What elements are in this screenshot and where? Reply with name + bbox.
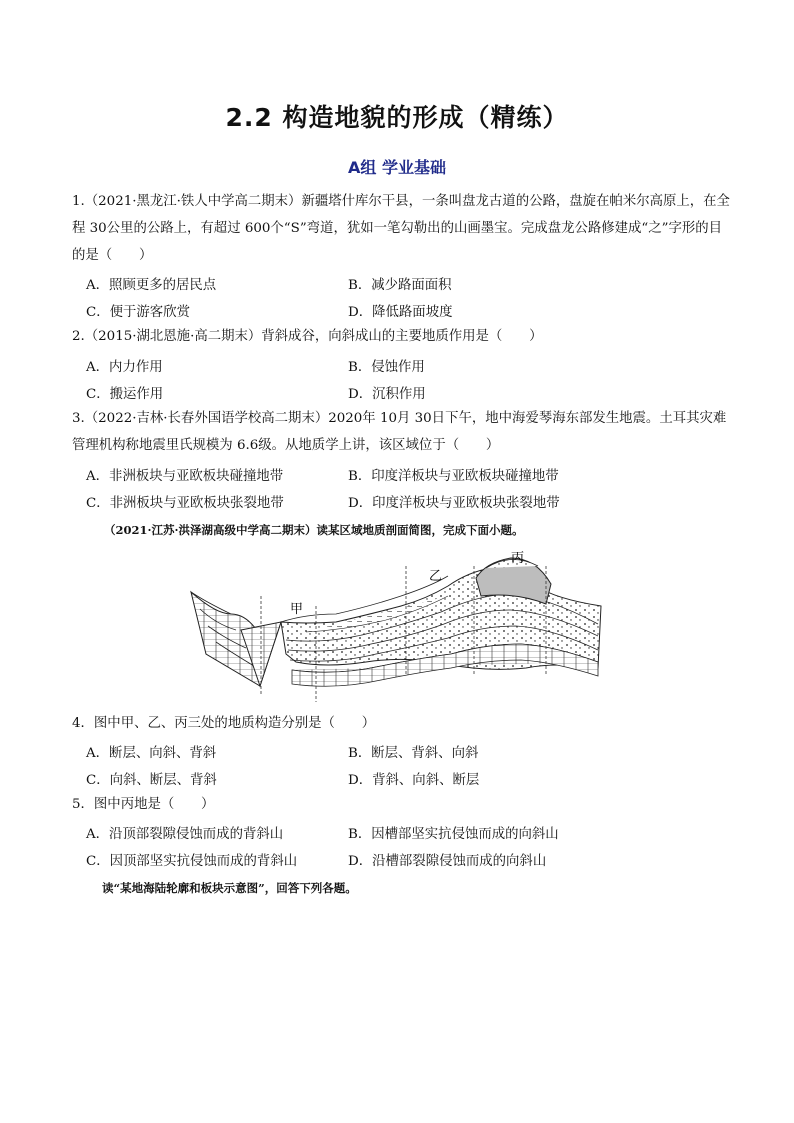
q3-option-d[interactable]: D．印度洋板块与亚欧板块张裂地带 bbox=[348, 496, 560, 511]
q3-option-a[interactable]: A．非洲板块与亚欧板块碰撞地带 bbox=[86, 469, 284, 484]
question-4-text: 4．图中甲、乙、丙三处的地质构造分别是（ ） bbox=[72, 716, 376, 731]
q2-option-c[interactable]: C．搬运作用 bbox=[86, 387, 164, 402]
q2-option-d[interactable]: D．沉积作用 bbox=[348, 387, 426, 402]
q1-option-a[interactable]: A．照顾更多的居民点 bbox=[86, 278, 217, 293]
q5-option-d[interactable]: D．沿槽部裂隙侵蚀而成的向斜山 bbox=[348, 854, 547, 869]
q3-option-c[interactable]: C．非洲板块与亚欧板块张裂地带 bbox=[86, 496, 284, 511]
question-3-text: 3.（2022·吉林·长春外国语学校高二期末）2020年 10月 30日下午，地中海爱琴海东部发生地震。土耳其灾难管理机构称地震里氏规模为 6.6级。从地质学上讲，该区域位于（ ） bbox=[72, 411, 727, 453]
label-yi: 乙 bbox=[429, 569, 443, 584]
q4-option-b[interactable]: B．断层、背斜、向斜 bbox=[348, 746, 479, 761]
q4-option-c[interactable]: C．向斜、断层、背斜 bbox=[86, 773, 217, 788]
q1-option-d[interactable]: D．降低路面坡度 bbox=[348, 305, 453, 320]
q3-option-b[interactable]: B．印度洋板块与亚欧板块碰撞地带 bbox=[348, 469, 559, 484]
label-jia: 甲 bbox=[290, 602, 304, 617]
section-heading: A组 学业基础 bbox=[348, 158, 446, 177]
left-fault-block bbox=[191, 592, 281, 686]
question-2-text: 2.（2015·湖北恩施·高二期末）背斜成谷，向斜成山的主要地质作用是（ ） bbox=[72, 329, 543, 344]
geologic-section-svg bbox=[186, 544, 616, 702]
q5-option-a[interactable]: A．沿顶部裂隙侵蚀而成的背斜山 bbox=[86, 827, 284, 842]
q4-option-d[interactable]: D．背斜、向斜、断层 bbox=[348, 773, 480, 788]
q4-option-a[interactable]: A．断层、向斜、背斜 bbox=[86, 746, 217, 761]
question-1-text: 1.（2021·黑龙江·铁人中学高二期末）新疆塔什库尔干县，一条叫盘龙古道的公路，盘旋在帕米尔高原上，在全程 30公里的公路上，有超过 600个“S”弯道，犹如一笔勾勒出的山画墨宝。完成盘龙公路修建成“之”字形的目的是（ ） bbox=[72, 194, 730, 263]
geologic-section-figure bbox=[186, 544, 616, 706]
label-bing: 丙 bbox=[511, 551, 525, 566]
q1-option-c[interactable]: C．便于游客欣赏 bbox=[86, 305, 190, 320]
question-5-text: 5．图中丙地是（ ） bbox=[72, 797, 215, 812]
q2-option-b[interactable]: B．侵蚀作用 bbox=[348, 360, 425, 375]
bottom-note: 读“某地海陆轮廓和板块示意图”，回答下列各题。 bbox=[102, 881, 357, 895]
q5-option-b[interactable]: B．因槽部坚实抗侵蚀而成的向斜山 bbox=[348, 827, 559, 842]
q2-option-a[interactable]: A．内力作用 bbox=[86, 360, 163, 375]
page-title: 2.2 构造地貌的形成（精练） bbox=[225, 103, 569, 132]
folded-strata bbox=[281, 568, 601, 686]
q5-option-c[interactable]: C．因顶部坚实抗侵蚀而成的背斜山 bbox=[86, 854, 298, 869]
figure-intro-note: （2021·江苏·洪泽湖高级中学高二期末）读某区域地质剖面简图，完成下面小题。 bbox=[104, 523, 524, 537]
q1-option-b[interactable]: B．减少路面面积 bbox=[348, 278, 452, 293]
